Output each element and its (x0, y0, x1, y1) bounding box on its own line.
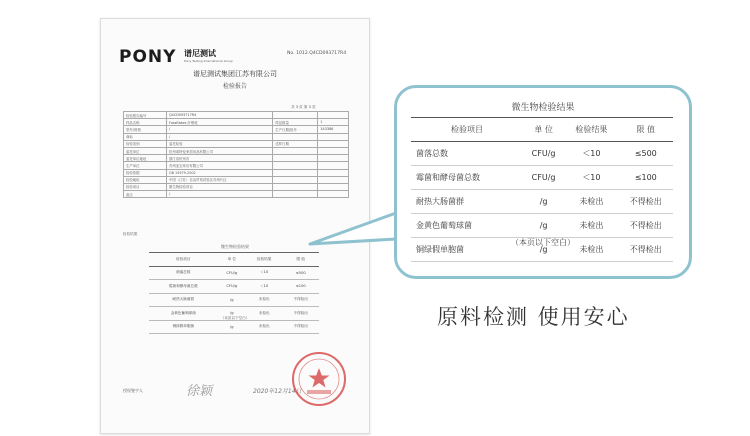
info-cell (318, 155, 349, 162)
result-row (411, 166, 673, 190)
result-unit: /g (523, 190, 564, 214)
result-row (411, 190, 673, 214)
info-cell (273, 155, 318, 162)
pony-logo: PONY (119, 47, 177, 67)
info-cell: / (167, 126, 273, 133)
info-cell (318, 191, 349, 198)
info-row (124, 112, 349, 119)
info-row (124, 169, 349, 176)
header-item: 检验项目 (411, 118, 523, 142)
header-unit: 单 位 (523, 118, 564, 142)
result-value: 未检出 (564, 190, 618, 214)
info-cell (318, 176, 349, 183)
info-cell (273, 147, 318, 154)
info-cell (273, 191, 318, 198)
approver-label: 授权签字人 (123, 388, 143, 393)
info-cell (318, 147, 349, 154)
info-cell: 委托单位地址 (124, 155, 167, 162)
info-cell: 样品数量 (273, 119, 318, 126)
small-cell: 不得检出 (282, 293, 319, 307)
result-limit: 不得检出 (619, 190, 673, 214)
small-cell: 限 值 (282, 253, 319, 267)
small-cell: 不得检出 (282, 320, 319, 334)
info-row (124, 191, 349, 198)
small-cell: 未检出 (246, 320, 283, 334)
info-cell: Fossflakes 纤维枕 (167, 119, 273, 126)
info-cell: 检验报告编号 (124, 112, 167, 119)
small-cell: ≤500 (282, 266, 319, 280)
info-cell (318, 169, 349, 176)
result-limit: 不得检出 (619, 214, 673, 238)
result-item: 耐热大肠菌群 (411, 190, 523, 214)
result-value: ＜10 (564, 142, 618, 166)
info-cell: 检验地址 (124, 176, 167, 183)
red-seal-stamp (290, 350, 348, 408)
info-cell: 样品名称 (124, 119, 167, 126)
small-result-row (149, 266, 319, 280)
info-cell: 委托检验 (167, 140, 273, 147)
result-unit: /g (523, 238, 564, 262)
info-row (124, 119, 349, 126)
info-cell (318, 133, 349, 140)
info-cell: 1A3386 (318, 126, 349, 133)
report-title: 检验报告 (222, 83, 247, 90)
info-row (124, 126, 349, 133)
small-cell: 检验结果 (246, 253, 283, 267)
info-cell: 检验类别 (124, 140, 167, 147)
small-cell: /g (218, 293, 246, 307)
result-limit: ≤100 (619, 166, 673, 190)
result-unit: CFU/g (523, 166, 564, 190)
small-cell: ＜10 (246, 266, 283, 280)
logo-text: 谱尼测试 (184, 49, 216, 58)
info-row (124, 133, 349, 140)
result-item: 金黄色葡萄球菌 (411, 214, 523, 238)
result-unit: /g (523, 214, 564, 238)
logo-subtitle: Pony Testing International Group (184, 59, 233, 63)
small-cell: 不得检出 (282, 307, 319, 321)
info-cell: 浙江省杭州市 (167, 155, 273, 162)
organization-name: 谱尼测试集团江苏有限公司 (193, 70, 277, 78)
info-cell: 检验依据 (124, 169, 167, 176)
small-result-row (149, 280, 319, 294)
info-cell: 商标 (124, 133, 167, 140)
small-cell: /g (218, 307, 246, 321)
small-cell: 耐热大肠菌群 (149, 293, 218, 307)
small-cell: 检验项目 (149, 253, 218, 267)
report-date: 2020年12月14日 (253, 388, 302, 395)
result-row (411, 214, 673, 238)
signature: 徐颖 (186, 384, 213, 399)
info-cell: / (167, 133, 273, 140)
small-cell: 菌落总数 (149, 266, 218, 280)
result-value: 未检出 (564, 214, 618, 238)
header-limit: 限 值 (619, 118, 673, 142)
small-cell: /g (218, 320, 246, 334)
info-cell: 1 (318, 119, 349, 126)
slogan: 原料检测 使用安心 (437, 305, 630, 329)
result-item: 霉菌和酵母菌总数 (411, 166, 523, 190)
callout-header-row (411, 118, 673, 142)
small-cell: CFU/g (218, 280, 246, 294)
callout-box (394, 85, 692, 279)
report-info-table (123, 111, 349, 198)
info-cell (273, 112, 318, 119)
result-row (411, 142, 673, 166)
small-blank-note: （本页以下空白） (220, 316, 250, 320)
small-header-row (149, 253, 319, 267)
small-result-row (149, 320, 319, 334)
info-cell: GB 15979-2002 (167, 169, 273, 176)
info-row (124, 183, 349, 190)
small-results-table (149, 252, 319, 334)
info-cell: 生产日期/批号 (273, 126, 318, 133)
info-cell (273, 162, 318, 169)
small-cell: 金黄色葡萄球菌 (149, 307, 218, 321)
info-cell: 微生物检验项目 (167, 183, 273, 190)
result-value: 未检出 (564, 238, 618, 262)
result-limit: ≤500 (619, 142, 673, 166)
info-cell: 苏州亚宝家纺有限公司 (167, 162, 273, 169)
info-row (124, 140, 349, 147)
small-cell: ≤100 (282, 280, 319, 294)
result-item: 铜绿假单胞菌 (411, 238, 523, 262)
small-cell: 铜绿假单胞菌 (149, 320, 218, 334)
info-cell: 检验项目 (124, 183, 167, 190)
info-cell (318, 140, 349, 147)
info-cell (273, 176, 318, 183)
info-row (124, 155, 349, 162)
info-cell (273, 169, 318, 176)
info-cell (273, 133, 318, 140)
info-cell: 委托单位 (124, 147, 167, 154)
small-result-row (149, 293, 319, 307)
info-cell (273, 183, 318, 190)
report-number: No. 1012.Q4CD093717R4 (287, 51, 347, 56)
info-cell: 送样日期 (273, 140, 318, 147)
info-cell: 杭州诺特伦家居用品有限公司 (167, 147, 273, 154)
info-cell (318, 162, 349, 169)
info-cell: 型号/规格 (124, 126, 167, 133)
page-info: 共 3 页 第 3 页 (291, 105, 316, 109)
result-limit: 不得检出 (619, 238, 673, 262)
small-cell: ＜10 (246, 280, 283, 294)
small-cell: CFU/g (218, 266, 246, 280)
callout-blank-note: （本页以下空白） (511, 238, 575, 247)
info-row (124, 176, 349, 183)
info-cell: Q4CD093717R4 (167, 112, 273, 119)
result-value: ＜10 (564, 166, 618, 190)
result-unit: CFU/g (523, 142, 564, 166)
small-results-title: 微生物检验结果 (221, 244, 249, 249)
callout-title: 微生物检验结果 (511, 103, 575, 113)
info-row (124, 162, 349, 169)
small-cell: 霉菌和酵母菌总数 (149, 280, 218, 294)
result-item: 菌落总数 (411, 142, 523, 166)
test-report-document (100, 18, 370, 434)
results-heading: 检验结果 (123, 232, 138, 236)
info-cell: 中国（江苏）自由贸易试验区苏州片区 (167, 176, 273, 183)
small-cell: 未检出 (246, 307, 283, 321)
info-cell: / (167, 191, 273, 198)
info-cell (318, 112, 349, 119)
small-cell: 单 位 (218, 253, 246, 267)
header-result: 检验结果 (564, 118, 618, 142)
info-cell: 备注 (124, 191, 167, 198)
info-cell: 生产单位 (124, 162, 167, 169)
info-cell (318, 183, 349, 190)
info-row (124, 147, 349, 154)
small-cell: 未检出 (246, 293, 283, 307)
